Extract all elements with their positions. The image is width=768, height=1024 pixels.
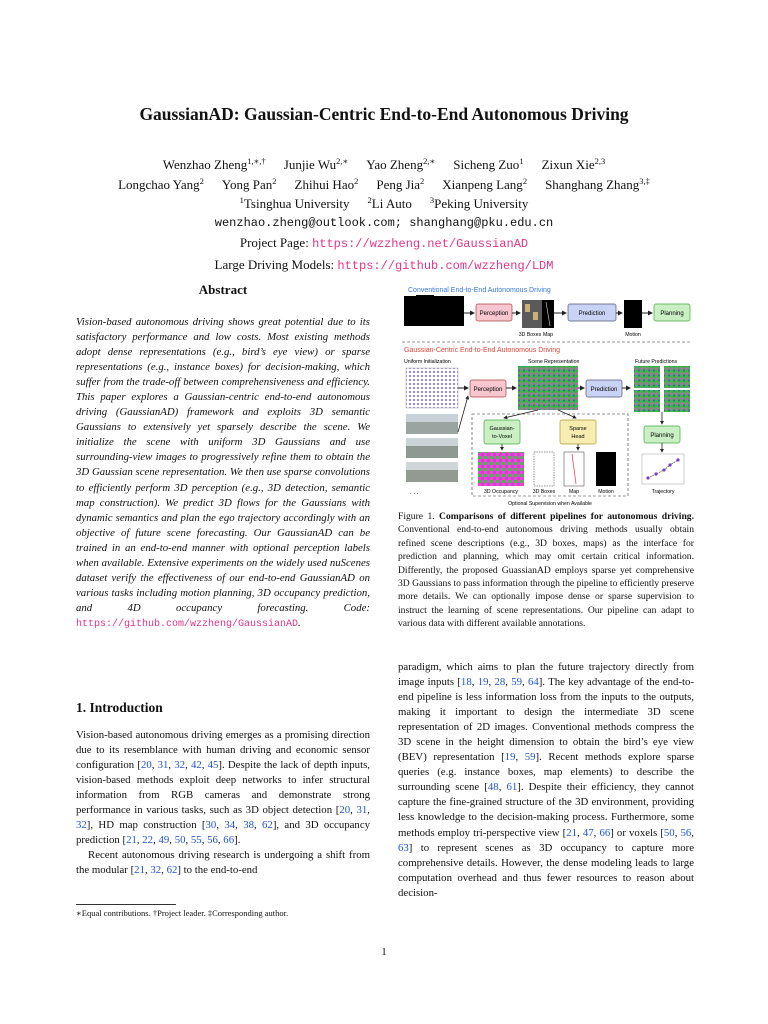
svg-text:Prediction: Prediction [578,311,606,317]
conventional-title: Conventional End-to-End Autonomous Driving [408,287,551,294]
citation-link[interactable]: 22 [142,834,154,847]
text-run: Recent autonomous driving research is undergoing a shift from the modular [ [76,849,370,877]
affiliation-name: Li Auto [371,196,412,211]
text-run: ]. [234,834,241,847]
citation-link[interactable]: 49 [158,834,170,847]
citation-link[interactable]: 28 [494,676,506,689]
abstract-end: . [298,616,301,629]
author-name: Peng Jia$^2$ [376,175,425,192]
citation-link[interactable]: 32 [174,759,186,772]
ldm-page [0,255,768,277]
text-run: ] to represent scenes as 3D occupancy to capture more comprehensive details. However, the dense modeling leads to large computation overhead and thus fewer resources to reason about decision- [398,841,694,899]
citation-link[interactable]: 31 [356,804,368,817]
author-line-2 [0,175,768,195]
affiliation-name: Peking University [434,196,529,211]
svg-text:Map: Map [542,332,554,338]
affiliations [0,194,768,214]
citation-link[interactable]: 42 [190,759,202,772]
citation-link[interactable]: 66 [223,834,235,847]
citation-link[interactable]: 55 [190,834,202,847]
future-prediction-1 [634,366,660,388]
citation-link[interactable]: 19 [477,676,489,689]
svg-text:Motion: Motion [625,332,641,338]
project-page-label: Project Page: [239,235,313,250]
abstract-body: Vision-based autonomous driving shows great potential due to its satisfactory performance and low costs. Most existing methods adopt dense representations (e.g., bird’s eye view) or sparse representations (e.g., instance boxes) for decision-making, which suffer from the trade-off between comprehensiveness and efficiency. This paper explores a Gaussian-centric end-to-end autonomous driving (GaussianAD) framework and exploits 3D semantic Gaussians to extensively yet sparsely describe the scene. We initialize the scene with uniform 3D Gaussians and use surrounding-view images to progressively refine them to obtain the 3D Gaussian scene representation. We then use sparse convolutions to efficiently perform 3D perception (e.g., 3D detection, semantic map construction). We predict 3D flows for the Gaussians with dynamic semantics and plan the ego trajectory accordingly with an objective of future scene forecasting. Our GaussianAD can be trained in an end-to-end manner with optional perception labels when available. Extensive experiments on the widely used nuScenes dataset verify the effectiveness of our end-to-end GaussianAD on various tasks including motion planning, 3D occupancy prediction, and 4D occupancy forecasting. Code: [76,316,370,614]
author-affiliation-mark: 2 [199,175,204,186]
text-run: ]. Despite their efficiency, they cannot capture the fine-grained structure of the 3D environment, providing less knowledge to the decision-making process. Furthermore, some methods employ tri-perspective view [ [398,781,694,839]
caption-label: Figure 1. [398,511,435,522]
future-prediction-4 [664,390,690,412]
author-affiliation-mark: 3,‡ [639,175,650,186]
author-affiliation-mark: 2,∗ [336,156,349,166]
text-run: ], HD map construction [ [86,819,206,832]
text-run: , [144,864,151,877]
text-run: , [577,826,583,839]
svg-text:Planning: Planning [650,433,674,439]
author-affiliation-mark: 2 [272,175,277,186]
text-run: , [488,676,495,689]
text-run: , [674,826,681,839]
citation-link[interactable]: 62 [166,864,178,877]
citation-link[interactable]: 66 [599,826,611,839]
svg-text:to-Voxel: to-Voxel [492,434,512,440]
affiliation [368,196,412,211]
gaussian-to-voxel-box [484,420,520,444]
author-name: Xianpeng Lang$^2$ [442,175,528,192]
text-run: , [235,819,244,832]
author-affiliation-mark: 1,∗,† [247,156,266,166]
citation-link[interactable]: 61 [506,781,518,794]
footnote-rule [76,904,176,905]
abstract-heading: Abstract [198,282,248,297]
text-run: , [522,676,528,689]
text-run: , [161,864,167,877]
motion-output [596,452,616,486]
page-number: 1 [381,946,387,958]
text-run: , [201,834,208,847]
author-affiliation-mark: 2,∗ [423,156,436,166]
citation-link[interactable]: 18 [460,676,472,689]
sparse-head-box [560,420,596,444]
affiliation-name: Tsinghua University [243,196,350,211]
citation-link[interactable]: 59 [511,676,523,689]
citation-link[interactable]: 30 [205,819,217,832]
author-name: Zixun Xie$^{2,3}$ [541,156,606,172]
citation-link[interactable]: 45 [207,759,219,772]
citation-link[interactable]: 50 [663,826,675,839]
future-prediction-2 [664,366,690,388]
citation-link[interactable]: 56 [207,834,218,847]
text-run: , [151,759,158,772]
citation-link[interactable]: 19 [504,751,516,764]
author-name: Zhihui Hao$^2$ [294,175,359,192]
svg-text:3D Boxes: 3D Boxes [518,332,542,338]
citation-link[interactable]: 56 [680,826,692,839]
abstract-text [76,315,370,632]
author-name: Sicheng Zuo$^1$ [453,156,524,172]
project-page-link[interactable]: https://wzzheng.net/GaussianAD [312,237,529,251]
citation-link[interactable]: 32 [76,819,87,832]
author-line-1 [0,155,768,175]
citation-link[interactable]: 62 [262,819,273,832]
citation-link[interactable]: 20 [140,759,152,772]
right-column-text [398,660,694,901]
code-link[interactable]: https://github.com/wzzheng/GaussianAD [76,618,299,630]
text-run: , [593,826,600,839]
svg-text:3D Boxes: 3D Boxes [532,489,556,495]
text-run: , [136,834,143,847]
svg-text:Head: Head [571,434,585,440]
author-name: Yao Zheng$^{2,∗}$ [366,156,436,172]
affiliation [240,196,350,211]
svg-text:Uniform Initialization: Uniform Initialization [404,359,451,365]
citation-link[interactable]: 31 [157,759,169,772]
ldm-label: Large Driving Models: [214,256,338,272]
author-name: Yong Pan$^2$ [221,175,277,192]
text-run: ]. The key advantage of the end-to-end pipeline is less information loss from the inputs to the outputs, making it important to design the intermediate 3D scene representation of 2D images. Conventional methods compress the 3D scene in the height dimension to obtain the bird’s eye view (BEV) representation [ [398,676,694,764]
text-run: ], and 3D occupancy prediction [ [76,819,371,847]
author-affiliation-mark: 2 [522,175,528,186]
figure-caption [398,510,694,631]
svg-text:Trajectory: Trajectory [651,489,675,495]
svg-text:Optional Supervision when Avai: Optional Supervision when Available [508,501,592,507]
text-run: , [217,834,224,847]
citation-link[interactable]: 63 [398,841,409,854]
text-run: , [201,759,208,772]
citation-link[interactable]: 38 [243,819,254,832]
author-affiliation-mark: 2 [420,175,425,186]
text-run: , [253,819,263,832]
svg-text:Gaussian-: Gaussian- [489,426,515,432]
author-affiliation-mark: 1 [519,156,524,166]
author-name: Shanghang Zhang$^{3,\ddagger}$ [545,175,650,192]
citation-link[interactable]: 20 [339,804,351,817]
citation-link[interactable]: 21 [126,834,137,847]
intro-paragraph-2 [76,848,370,878]
text-run: , [367,804,370,817]
author-name: Junjie $Wu^{2,∗}$ [283,156,349,172]
svg-text:Sparse: Sparse [569,426,587,432]
text-run: Vision-based autonomous driving emerges as a promising direction due to its resemblance with human driving and economic sensor configuration [ [76,729,370,772]
svg-text:Future Predictions: Future Predictions [635,359,678,365]
caption-text: Conventional end-to-end autonomous driving methods usually obtain refined scene descriptions (e.g., 3D boxes, maps) as the interface for prediction and planning, which may omit certain critical information. Differently, the proposed GuassianAD employs sparse yet comprehensive 3D Gaussians to pass information through the pipeline to efficiently preserve more details. We can optionally impose dense or sparse supervision to instruct the learning of scene representations. Our pipeline can adapt to various data with different available annotations. [398,524,694,630]
intro-paragraph-1 [76,728,370,848]
gaussian-centric-title: Gaussian-Centric End-to-End Autonomous Driving [404,347,561,354]
text-run: , [691,826,694,839]
svg-text:3D Occupancy: 3D Occupancy [483,489,519,495]
caption-bold: Comparisons of different pipelines for autonomous driving. [439,511,694,522]
text-run: ] to the end-to-end [177,864,258,877]
svg-text:Motion: Motion [598,489,614,495]
text-run: , [498,781,507,794]
ldm-link[interactable]: https://github.com/wzzheng/LDM [337,258,554,273]
author-name: Longchao Yang$^2$ [118,175,204,192]
affiliation-number: 2 [367,195,372,205]
figure-1 [400,282,696,508]
svg-text:. . .: . . . [410,490,419,496]
author-name: Wenzhao Zheng$^{1,∗,\dagger}$ [162,156,266,172]
affiliation-number: 3 [429,195,435,205]
text-run: ] or voxels [ [610,826,664,839]
citation-link[interactable]: 21 [134,864,145,877]
affiliation [430,196,529,211]
citation-link[interactable]: 21 [566,826,578,839]
text-run: , [153,834,159,847]
section-heading-introduction: 1. Introduction [76,700,163,715]
future-prediction-3 [634,390,660,412]
introduction-text [76,728,370,878]
motion-thumbnail [624,300,642,328]
text-run: ]. Recent methods explore sparse queries (e.g. instance boxes, map elements) to describe the surrounding scene [ [398,751,694,794]
text-run: ]. Despite the lack of depth inputs, vision-based methods exploit deep networks to infer structural information from RGB cameras and demonstrate strong performance in various tasks, such as 3D object detection [ [76,759,370,817]
svg-text:Perception: Perception [473,387,503,393]
paper-title: GaussianAD: Gaussian-Centric End-to-End Autonomous Driving [139,104,629,124]
text-run: , [185,834,191,847]
citation-link[interactable]: 32 [150,864,162,877]
citation-link[interactable]: 64 [527,676,539,689]
text-run: , [471,676,478,689]
text-run: , [216,819,225,832]
uniform-gaussians [406,368,458,408]
svg-text:Planning: Planning [660,311,684,317]
citation-link[interactable]: 59 [524,751,536,764]
text-run: , [350,804,357,817]
citation-link[interactable]: 48 [487,781,499,794]
citation-link[interactable]: 47 [582,826,594,839]
citation-link[interactable]: 50 [174,834,186,847]
project-page [0,233,768,255]
svg-text:Perception: Perception [479,311,509,317]
svg-text:Map: Map [568,489,580,495]
text-run: , [515,751,525,764]
text-run: paradigm, which aims to plan the future trajectory directly from image inputs [ [398,661,694,689]
footnote: ∗Equal contributions. †Project leader. ‡Corresponding author. [76,908,289,918]
gaussian-scene [518,366,578,410]
text-run: , [505,676,512,689]
text-run: , [169,834,175,847]
boxes-output [534,452,554,486]
citation-link[interactable]: 34 [224,819,236,832]
text-run: , [185,759,191,772]
affiliation-number: 1 [239,195,244,205]
svg-text:Scene Representation: Scene Representation [528,359,580,365]
author-affiliation-mark: 2 [354,175,359,186]
author-emails: wenzhao.zheng@outlook.com; shanghang@pku.edu.cn [214,215,554,230]
svg-text:Prediction: Prediction [590,387,618,393]
author-block [0,155,768,276]
text-run: , [168,759,175,772]
occupancy-output [478,452,524,486]
author-affiliation-mark: 2,3 [594,156,606,166]
